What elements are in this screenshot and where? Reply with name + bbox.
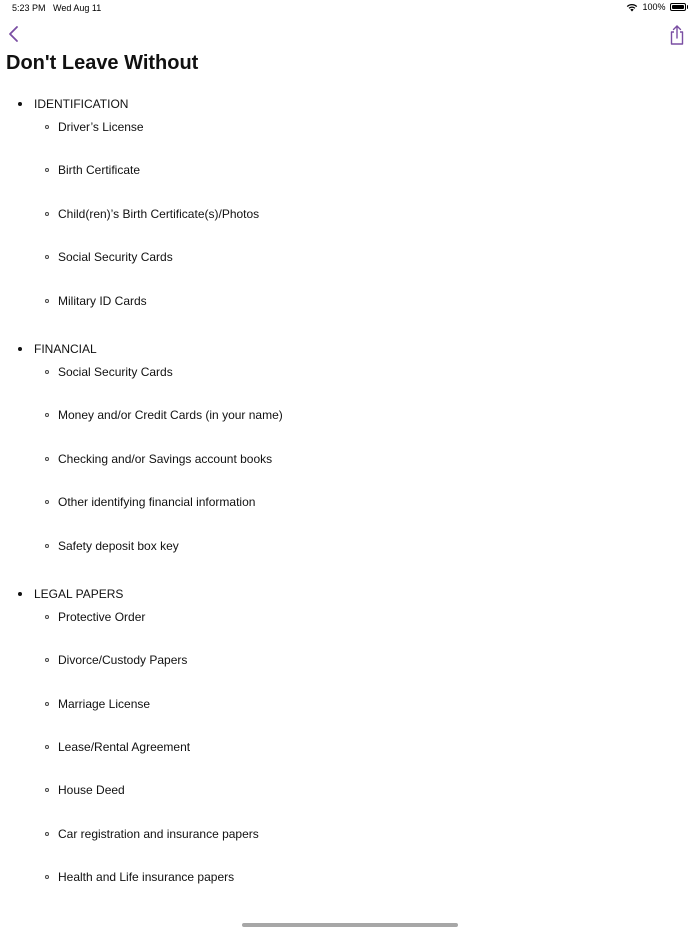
section-header-label: LEGAL PAPERS <box>34 586 124 601</box>
bullet-icon <box>18 347 22 351</box>
home-indicator[interactable] <box>242 923 458 927</box>
circle-bullet-icon <box>45 255 49 259</box>
circle-bullet-icon <box>45 702 49 706</box>
list-item-label: Checking and/or Savings account books <box>58 451 273 466</box>
list-item-label: Car registration and insurance papers <box>58 826 259 841</box>
list-item-label: Divorce/Custody Papers <box>58 653 188 668</box>
status-bar <box>0 0 700 18</box>
share-button[interactable] <box>668 24 686 46</box>
list-item-label: Social Security Cards <box>58 250 173 265</box>
status-indicators <box>626 2 688 12</box>
circle-bullet-icon <box>45 875 49 879</box>
list-item-label: Social Security Cards <box>58 364 173 379</box>
list-item <box>0 870 700 913</box>
section-header <box>0 582 700 606</box>
list-item <box>0 783 700 826</box>
list-item-label: Money and/or Credit Cards (in your name) <box>58 408 283 423</box>
list-item <box>0 697 700 740</box>
list-item-label: Marriage License <box>58 696 151 711</box>
list-item-label: Lease/Rental Agreement <box>58 740 191 755</box>
list-item-label: Other identifying financial information <box>58 495 256 510</box>
list-item <box>0 495 700 538</box>
list-item <box>0 827 700 870</box>
circle-bullet-icon <box>45 212 49 216</box>
list-item <box>0 452 700 495</box>
page-title: Don't Leave Without <box>6 52 199 74</box>
circle-bullet-icon <box>45 832 49 836</box>
list-item <box>0 610 700 653</box>
list-item <box>0 163 700 206</box>
circle-bullet-icon <box>45 788 49 792</box>
status-time: 5:23 PM Wed Aug 11 <box>12 3 102 13</box>
section-header-label: FINANCIAL <box>34 341 97 356</box>
wifi-icon <box>626 3 638 12</box>
circle-bullet-icon <box>45 658 49 662</box>
section-header <box>0 337 700 361</box>
list-item-label: Military ID Cards <box>58 293 147 308</box>
bullet-icon <box>18 592 22 596</box>
list-item <box>0 740 700 783</box>
share-icon <box>668 24 686 46</box>
circle-bullet-icon <box>45 544 49 548</box>
list-item-label: House Deed <box>58 783 125 798</box>
list-item-label: Driver’s License <box>58 120 144 134</box>
list-item-label: Birth Certificate <box>58 163 141 178</box>
circle-bullet-icon <box>45 500 49 504</box>
battery-icon <box>670 3 686 11</box>
list-item <box>0 250 700 293</box>
status-date: Wed Aug 11 <box>53 3 102 13</box>
chevron-left-icon <box>6 24 24 44</box>
circle-bullet-icon <box>45 168 49 172</box>
list-item <box>0 120 700 163</box>
list-item-label: Safety deposit box key <box>58 538 179 553</box>
checklist <box>0 92 700 918</box>
circle-bullet-icon <box>45 745 49 749</box>
battery-percent: 100% <box>642 2 666 12</box>
circle-bullet-icon <box>45 413 49 417</box>
list-item <box>0 294 700 337</box>
section-header-label: IDENTIFICATION <box>34 97 129 111</box>
circle-bullet-icon <box>45 370 49 374</box>
list-item-label: Protective Order <box>58 609 146 624</box>
circle-bullet-icon <box>45 457 49 461</box>
circle-bullet-icon <box>45 125 49 129</box>
circle-bullet-icon <box>45 299 49 303</box>
back-button[interactable] <box>6 24 24 44</box>
list-item-label: Health and Life insurance papers <box>58 870 235 885</box>
bullet-icon <box>18 102 22 106</box>
list-item <box>0 365 700 408</box>
circle-bullet-icon <box>45 615 49 619</box>
list-item <box>0 653 700 696</box>
list-item <box>0 539 700 582</box>
section-header <box>0 92 700 116</box>
list-item <box>0 207 700 250</box>
list-item <box>0 408 700 451</box>
list-item-label: Child(ren)’s Birth Certificate(s)/Photos <box>58 206 260 221</box>
